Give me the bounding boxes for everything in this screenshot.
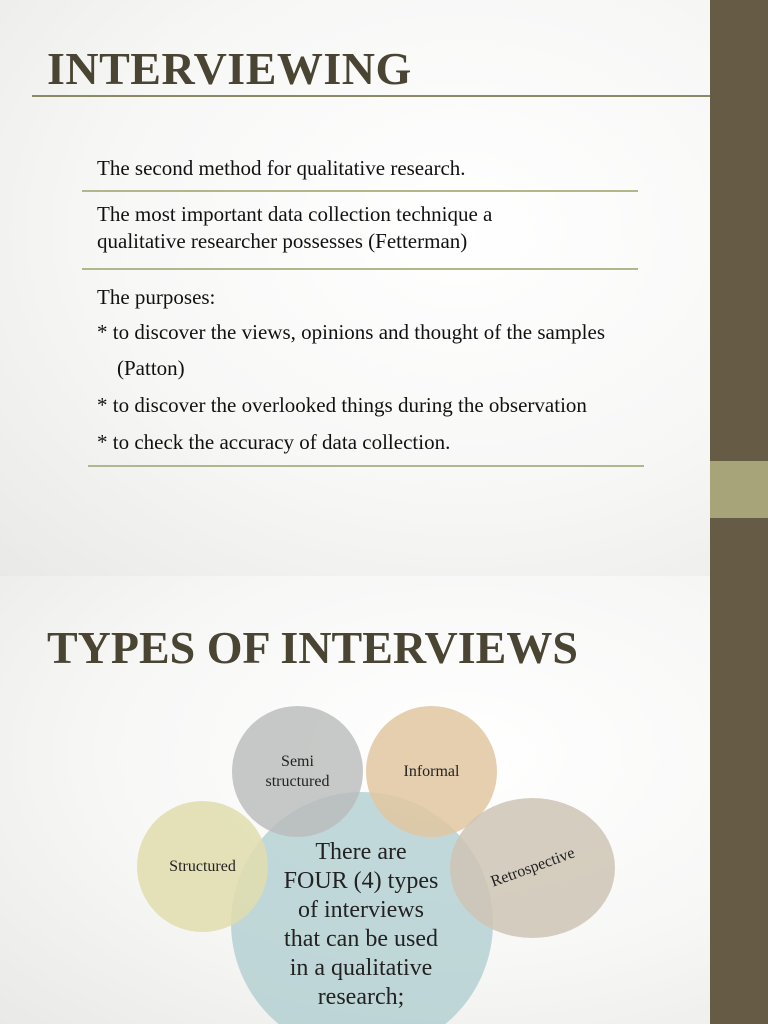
title-underline: [32, 95, 748, 97]
semi-structured-label-line1: Semi: [281, 752, 314, 770]
center-text-line: in a qualitative: [289, 955, 433, 981]
paragraph-method: The second method for qualitative research.: [97, 156, 466, 180]
informal-label: Informal: [403, 762, 460, 780]
paragraph-importance-line1: The most important data collection technique a: [97, 202, 493, 226]
purpose-item: * to discover the views, opinions and thought of the samples: [97, 320, 606, 344]
divider: [82, 268, 638, 270]
slide-title: TYPES OF INTERVIEWS: [47, 622, 578, 673]
retrospective-circle: [450, 798, 615, 938]
semi-structured-circle: [232, 706, 363, 837]
structured-circle: [137, 801, 268, 932]
divider: [88, 465, 644, 467]
purpose-item: * to discover the overlooked things during the observation: [97, 393, 587, 417]
retrospective-label: Retrospective: [488, 844, 577, 891]
center-text: [262, 838, 460, 1012]
structured-label: Structured: [169, 857, 236, 875]
slide-types-of-interviews: [0, 576, 768, 1024]
center-text-line: that can be used: [284, 926, 438, 952]
purpose-item-continuation: (Patton): [117, 356, 185, 380]
slide-title: INTERVIEWING: [47, 43, 412, 94]
semi-structured-label-line2: structured: [265, 772, 330, 790]
center-text-line: of interviews: [298, 897, 424, 923]
center-text-line: FOUR (4) types: [283, 868, 439, 894]
paragraph-importance-line2: qualitative researcher possesses (Fetterman): [97, 229, 468, 253]
divider: [82, 190, 638, 192]
sidebar-accent-block: [710, 461, 768, 518]
center-text-line: research;: [317, 984, 405, 1010]
center-text-line: There are: [315, 839, 407, 865]
purpose-item: * to check the accuracy of data collection.: [97, 430, 451, 454]
purposes-heading: The purposes:: [97, 285, 216, 309]
